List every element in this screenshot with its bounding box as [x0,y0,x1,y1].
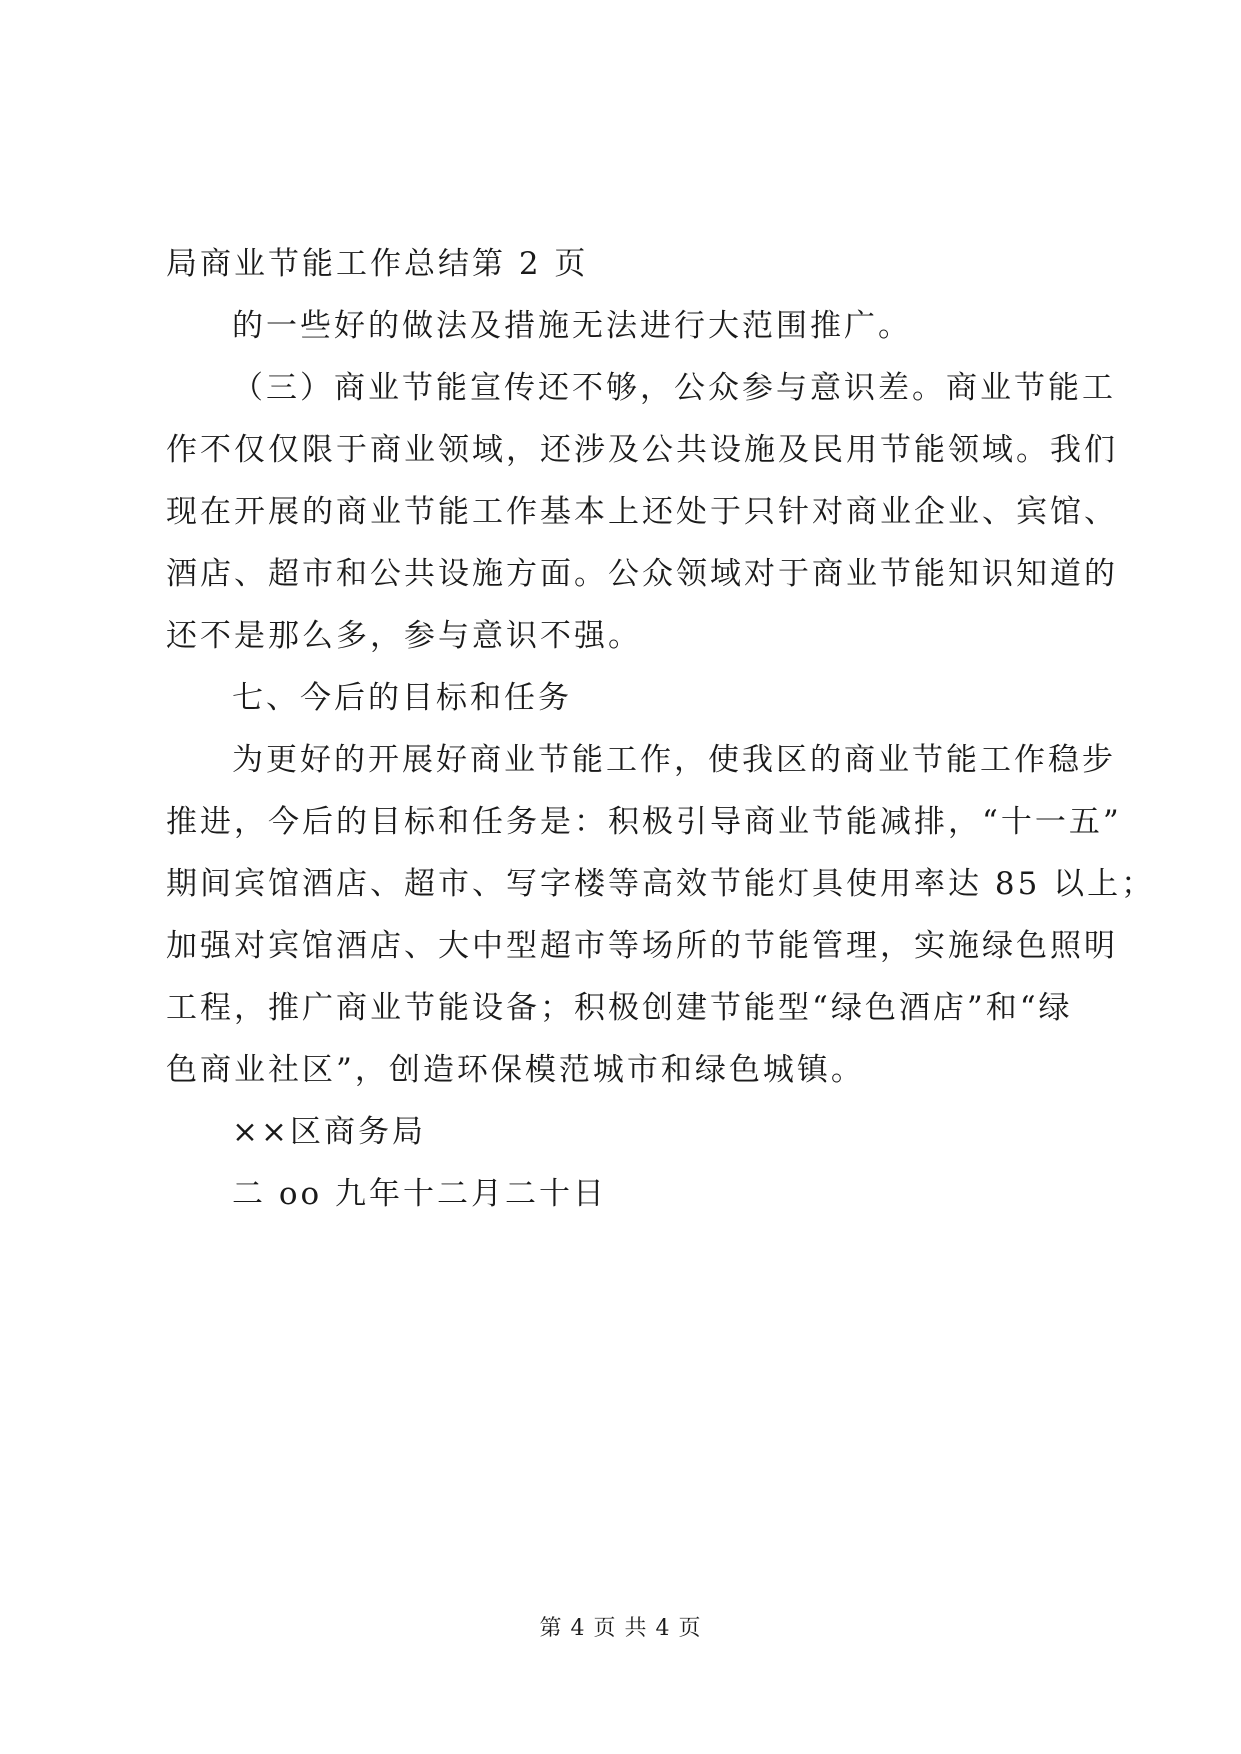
text-line: 加强对宾馆酒店、大中型超市等场所的节能管理，实施绿色照明 [166,928,1118,964]
section-heading: 七、今后的目标和任务 [232,680,572,716]
text-line: 还不是那么多，参与意识不强。 [166,618,642,654]
text-line: 色商业社区”，创造环保模范城市和绿色城镇。 [166,1052,865,1088]
signature-date: 二 oo 九年十二月二十日 [232,1176,608,1212]
text-line: 工程，推广商业节能设备；积极创建节能型“绿色酒店”和“绿 [166,990,1073,1026]
text-line: 为更好的开展好商业节能工作，使我区的商业节能工作稳步 [232,742,1116,778]
signature-organization: ××区商务局 [232,1114,426,1150]
document-body [166,233,1156,1225]
text-line: 作不仅仅限于商业领域，还涉及公共设施及民用节能领域。我们 [166,432,1118,468]
text-line-heading-continuation: 局商业节能工作总结第 2 页 [166,246,589,282]
text-line: 期间宾馆酒店、超市、写字楼等高效节能灯具使用率达 85 以上； [166,866,1156,902]
text-line: 现在开展的商业节能工作基本上还处于只针对商业企业、宾馆、 [166,494,1118,530]
text-line: 推进，今后的目标和任务是：积极引导商业节能减排，“十一五” [166,804,1122,840]
text-line: 酒店、超市和公共设施方面。公众领域对于商业节能知识知道的 [166,556,1118,592]
text-line: （三）商业节能宣传还不够，公众参与意识差。商业节能工 [232,370,1116,406]
text-line: 的一些好的做法及措施无法进行大范围推广。 [232,308,912,344]
page-number-footer: 第 4 页 共 4 页 [539,1616,702,1641]
